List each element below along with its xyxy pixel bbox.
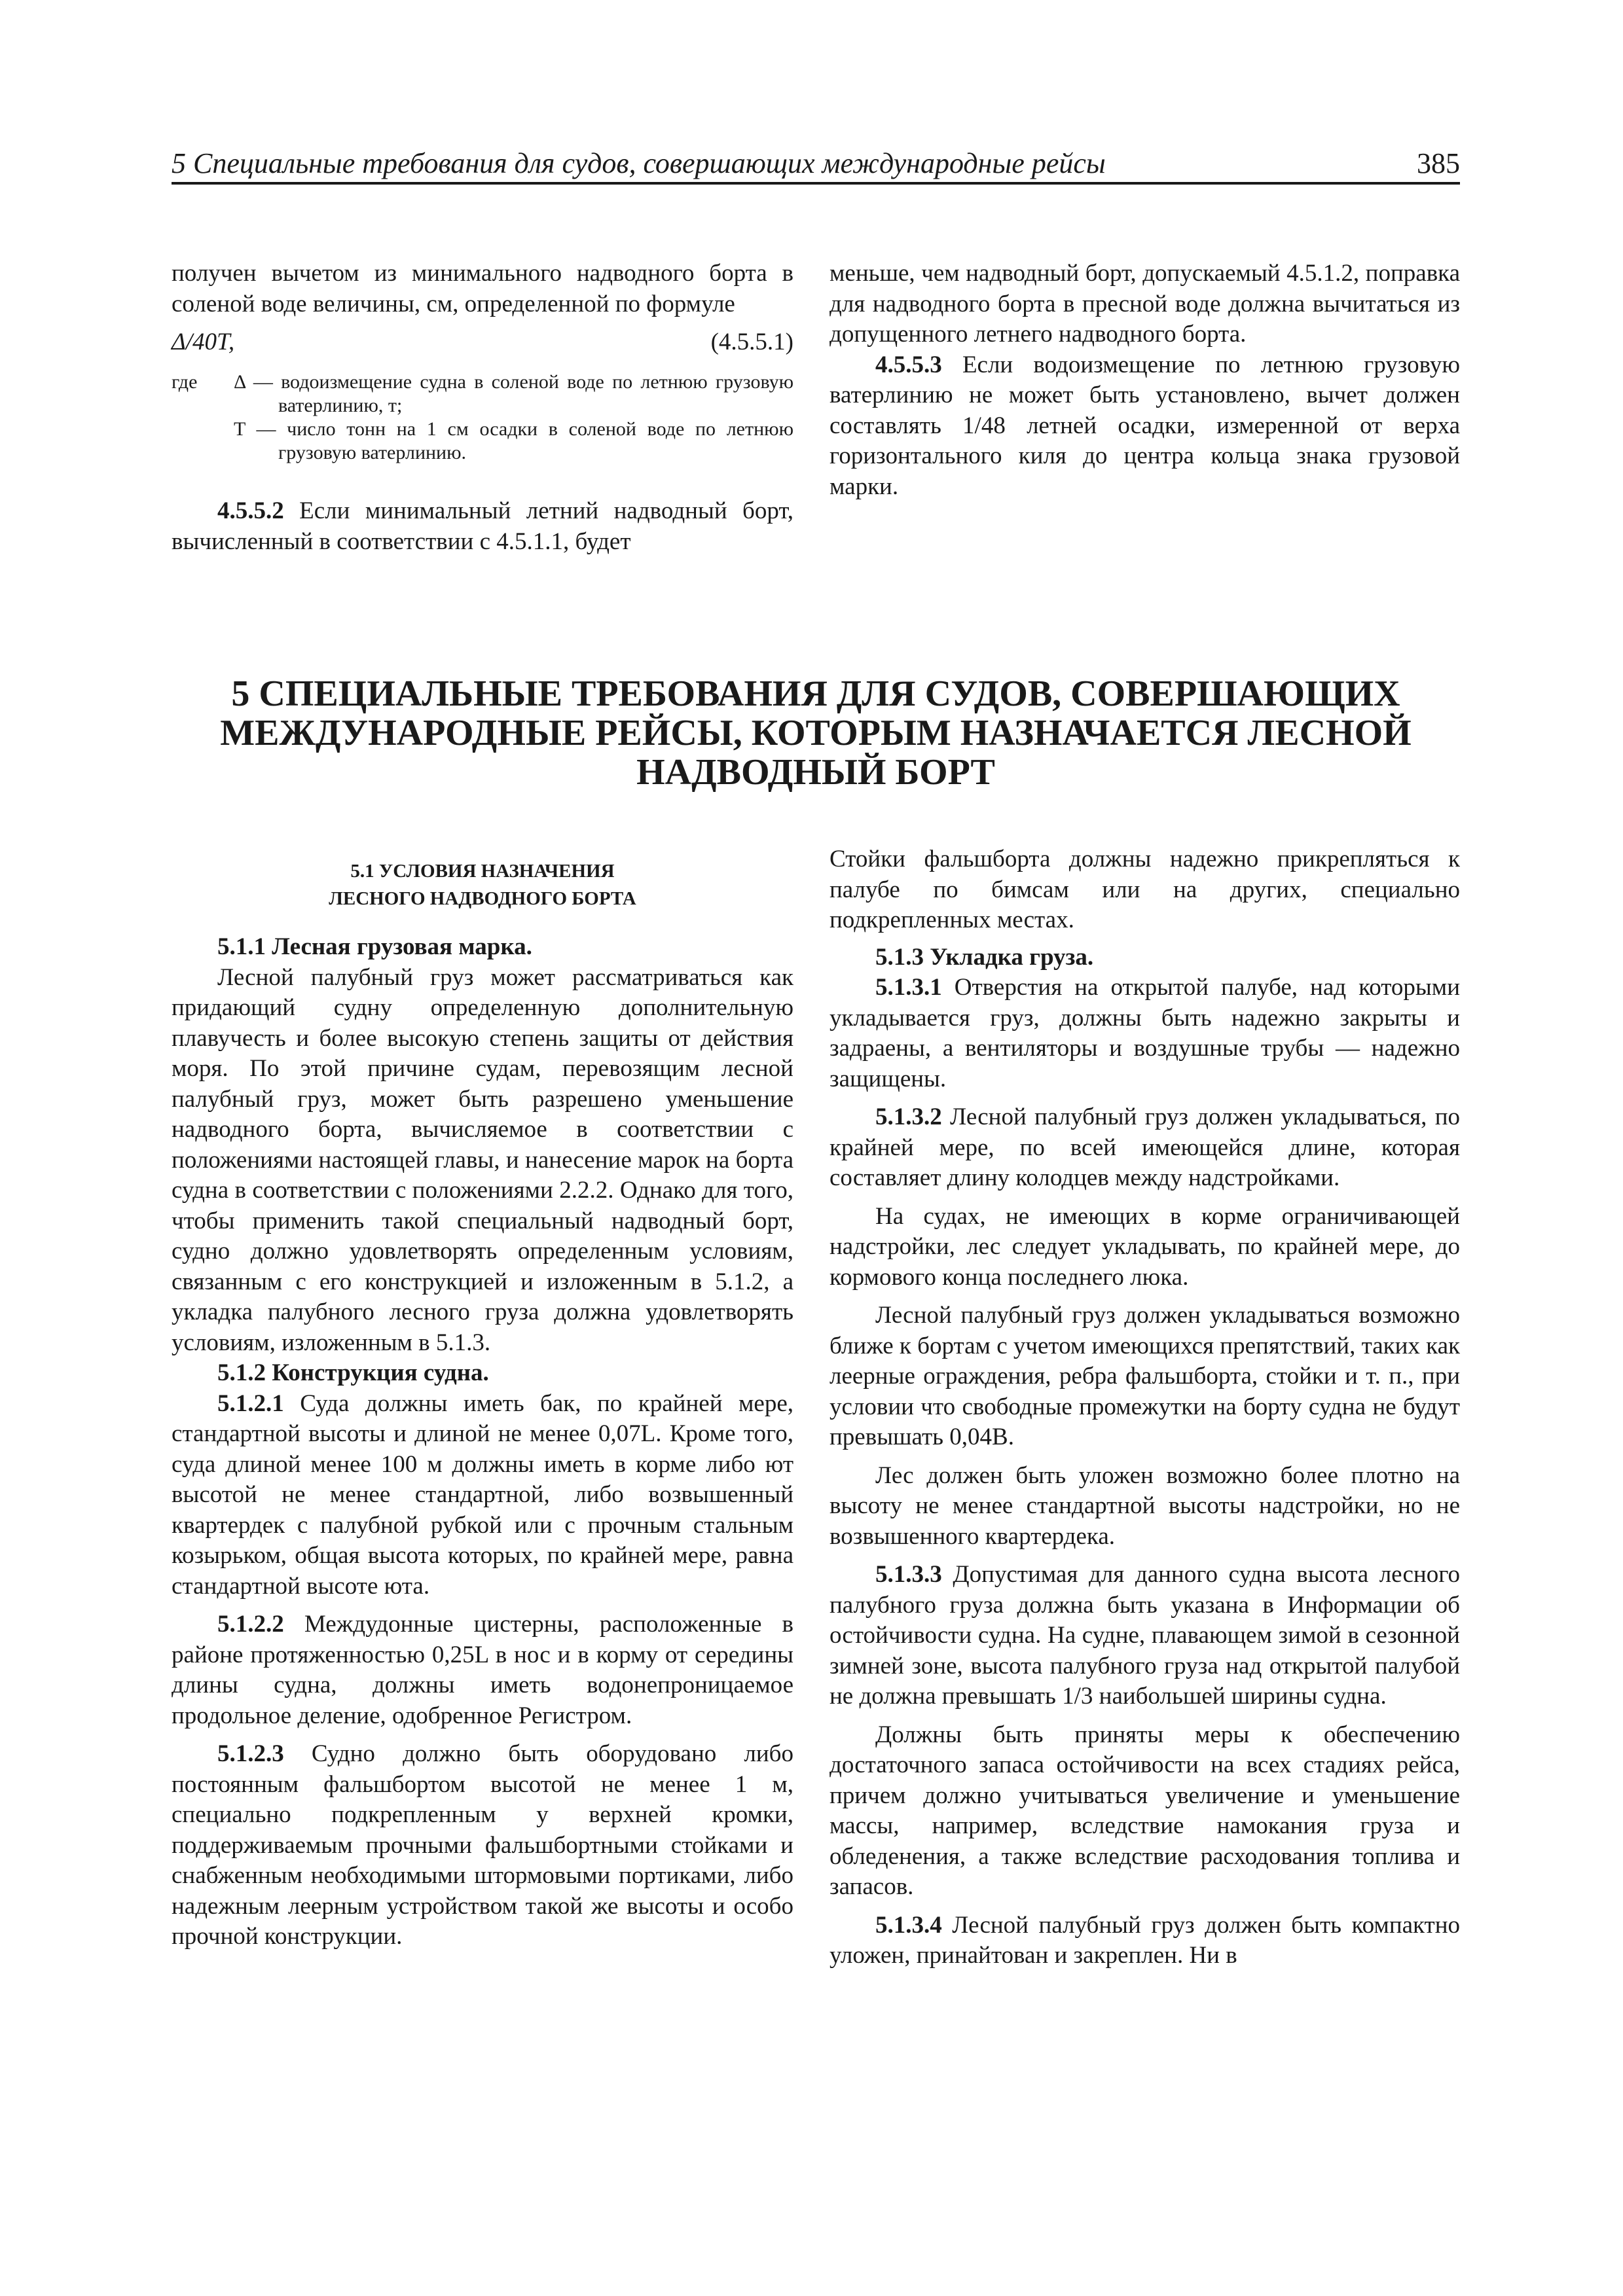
paragraph: получен вычетом из минимального надводного борта в соленой воде величины, см, определенной по формуле — [172, 260, 793, 317]
clause-number: 5.1.2.2 — [217, 1611, 284, 1638]
clause-number: 5.1.3.2 — [875, 1103, 942, 1130]
clause-number: 5.1.2.3 — [217, 1740, 284, 1767]
formula-expression: Δ/40T, — [172, 329, 235, 355]
paragraph: На судах, не имеющих в корме ограничивающей надстройки, лес следует укладывать, по крайней мере, до кормового конца последнего люка. — [830, 1202, 1460, 1291]
paragraph: 4.5.5.2 Если минимальный летний надводный борт, вычисленный в соответствии с 4.5.1.1, будет — [172, 497, 793, 555]
paragraph: 5.1.2.3 Судно должно быть оборудовано либо постоянным фальшбортом высотой не менее 1 м, специально подкрепленным у верхней кромки, поддерживаемым прочными фальшбортными стойками и снабженным необходимыми штормовыми портиками, либо надежным леерным устройством такой же высоты и особо прочной конструкции. — [172, 1740, 793, 1950]
definition: Δ — водоизмещение судна в соленой воде по летнюю грузовую ватерлинию, т; — [234, 371, 793, 416]
clause-heading: 5.1.3 Укладка груза. — [875, 943, 1094, 971]
clause-heading: 5.1.2 Конструкция судна. — [217, 1359, 489, 1386]
clause-number: 5.1.3.3 — [875, 1561, 942, 1588]
paragraph: Лес должен быть уложен возможно более плотно на высоту не менее стандартной высоты надстройки, но не возвышенного квартердека. — [830, 1462, 1460, 1550]
running-header — [172, 145, 1460, 185]
definition: T — число тонн на 1 см осадки в соленой воде по летнюю грузовую ватерлинию. — [234, 418, 793, 463]
clause-number: 4.5.5.3 — [875, 351, 942, 378]
paragraph: 5.1.2.1 Суда должны иметь бак, по крайней мере, стандартной высоты и длиной не менее 0,07L. Кроме того, суда длиной менее 100 м должны иметь в корме либо ют высотой не менее стандартной, либо возвышенный квартердек с палубной рубкой или с прочным стальным козырьком, общая высота которых, по крайней мере, равна стандартной высоте юта. — [172, 1390, 793, 1600]
clause-heading: 5.1.1 Лесная грузовая марка. — [217, 933, 532, 960]
paragraph: Должны быть приняты меры к обеспечению достаточного запаса остойчивости на всех стадиях рейса, причем должно учитываться увеличение и уменьшение массы, например, вследствие намокания груза и обледенения, а также вследствие расходования топлива и запасов. — [830, 1721, 1460, 1900]
where-label: где — [172, 371, 198, 393]
formula-definitions — [172, 370, 793, 465]
top-left-column — [172, 259, 793, 557]
left-column — [172, 857, 793, 1952]
clause-number: 5.1.3.1 — [875, 974, 942, 1001]
running-title: 5 Специальные требования для судов, совершающих международные рейсы — [172, 147, 1106, 179]
top-right-column — [830, 259, 1460, 502]
paragraph: Лесной палубный груз может рассматриваться как придающий судну определенную дополнительную плавучесть и более высокую степень защиты от действия моря. По этой причине судам, перевозящим лесной палубный груз, может быть разрешено уменьшение надводного борта, вычисляемое в соответствии с положениями настоящей главы, и нанесение марок на борта судна в соответствии с положениями 2.2.2. Однако для того, чтобы применить такой специальный надводный борт, судно должно удовлетворять определенным условиям, связанным с его конструкцией и изложенным в 5.1.2, а укладка палубного лесного груза должна удовлетворять условиям, изложенным в 5.1.3. — [172, 963, 793, 1356]
paragraph: 5.1.3.4 Лесной палубный груз должен быть компактно уложен, принайтован и закреплен. Ни в — [830, 1911, 1460, 1969]
right-column — [830, 844, 1460, 1971]
clause-number: 5.1.3.4 — [875, 1911, 942, 1939]
paragraph: 5.1.3.2 Лесной палубный груз должен укладываться, по крайней мере, по всей имеющейся длине, которая составляет длину колодцев между надстройками. — [830, 1103, 1460, 1191]
clause-number: 5.1.2.1 — [217, 1390, 284, 1417]
paragraph: Стойки фальшборта должны надежно прикрепляться к палубе по бимсам или на других, специально подкрепленных местах. — [830, 846, 1460, 933]
paragraph: 5.1.3.3 Допустимая для данного судна высота лесного палубного груза должна быть указана в Информации об остойчивости судна. На судне, плавающем зимой в сезонной зимней зоне, высота палубного груза над открытой палубой не должна превышать 1/3 наибольшей ширины судна. — [830, 1561, 1460, 1710]
formula — [172, 327, 793, 361]
section-title: 5 СПЕЦИАЛЬНЫЕ ТРЕБОВАНИЯ ДЛЯ СУДОВ, СОВЕРШАЮЩИХ МЕЖДУНАРОДНЫЕ РЕЙСЫ, КОТОРЫМ НАЗНАЧАЕТСЯ ЛЕСНОЙ НАДВОДНЫЙ БОРТ — [220, 673, 1412, 793]
paragraph: 4.5.5.3 Если водоизмещение по летнюю грузовую ватерлинию не может быть установлено, вычет должен составлять 1/48 летней осадки, измеренной от верха горизонтального киля до центра кольца знака грузовой марки. — [830, 351, 1460, 500]
clause-number: 4.5.5.2 — [217, 497, 284, 524]
paragraph: 5.1.2.2 Междудонные цистерны, расположенные в районе протяженностью 0,25L в нос и в корму от середины длины судна, должны иметь водонепроницаемое продольное деление, одобренное Регистром. — [172, 1611, 793, 1729]
subsection-title: 5.1 УСЛОВИЯ НАЗНАЧЕНИЯ ЛЕСНОГО НАДВОДНОГО БОРТА — [329, 861, 636, 909]
formula-number: (4.5.5.1) — [710, 329, 793, 355]
page-number: 385 — [1417, 147, 1460, 179]
paragraph: 5.1.3.1 Отверстия на открытой палубе, над которыми укладывается груз, должны быть надежно закрыты и задраены, а вентиляторы и воздушные трубы — надежно защищены. — [830, 974, 1460, 1092]
paragraph: Лесной палубный груз должен укладываться возможно ближе к бортам с учетом имеющихся препятствий, таких как леерные ограждения, ребра фальшборта, стойки и т. п., при условии что свободные промежутки на борту судна не будут превышать 0,04B. — [830, 1302, 1460, 1450]
paragraph: меньше, чем надводный борт, допускаемый 4.5.1.2, поправка для надводного борта в пресной воде должна вычитаться из допущенного летнего надводного борта. — [830, 260, 1460, 348]
